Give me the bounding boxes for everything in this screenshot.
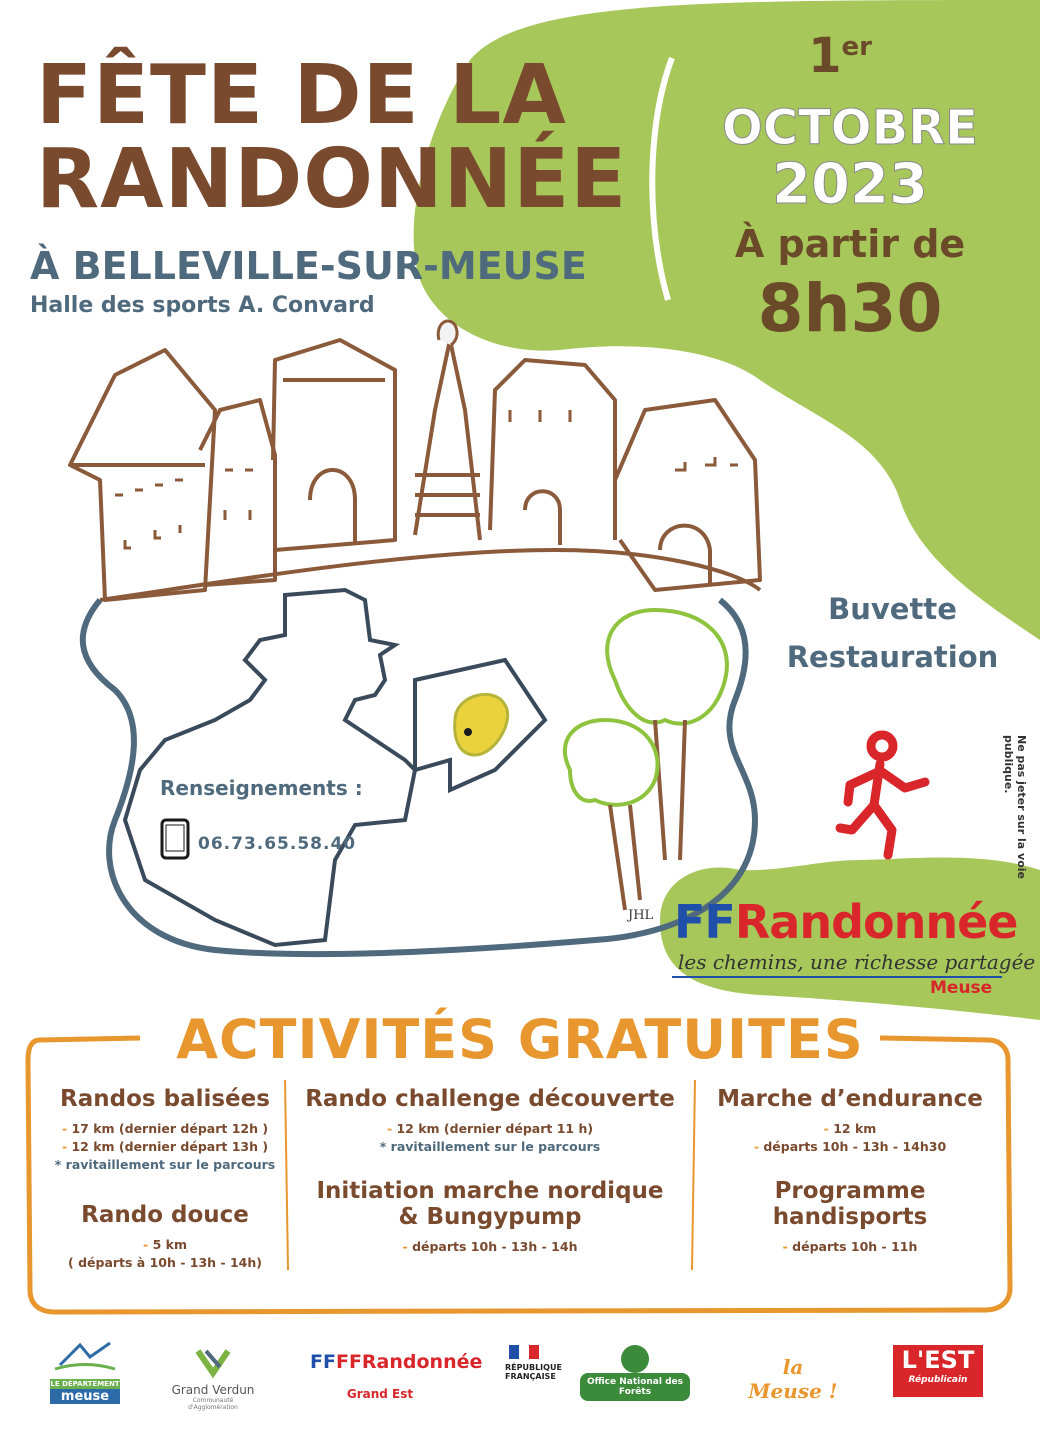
phone-icon — [160, 818, 190, 860]
event-year: 2023 — [772, 152, 928, 217]
sponsor-text: LE DÉPARTEMENT — [50, 1380, 120, 1388]
sponsor-meuse-departement — [50, 1335, 120, 1415]
activity-detail: - 12 km (dernier départ 13h ) — [61, 1139, 269, 1154]
sponsor-text: RÉPUBLIQUE — [505, 1363, 562, 1372]
ffr-region: Meuse — [930, 978, 993, 998]
activity-detail: - 5 km — [143, 1237, 187, 1252]
sponsor-text: Républicain — [908, 1375, 968, 1385]
activity-detail: - départs 10h - 13h - 14h — [402, 1239, 578, 1254]
sponsor-text: Office National des Forêts — [580, 1373, 690, 1401]
event-town: À BELLEVILLE-SUR-MEUSE — [30, 244, 587, 288]
event-start-time: 8h30 — [757, 270, 943, 347]
event-from-label: À partir de — [734, 222, 966, 266]
poster-title-line1: FÊTE DE LA — [36, 48, 567, 143]
tree-2 — [565, 720, 658, 805]
tree-1 — [607, 610, 727, 724]
activity-detail: - 12 km (dernier départ 11 h) — [386, 1121, 594, 1136]
sponsor-la-meuse — [748, 1335, 838, 1415]
amenities — [770, 585, 1015, 681]
ffr-slogan: les chemins, une richesse partagée — [678, 950, 1036, 974]
sponsor-text: L'EST — [901, 1346, 975, 1374]
activity-title: Randos balisées — [60, 1086, 270, 1112]
activity-title: Initiation marche nordique & Bungypump — [316, 1178, 664, 1230]
activity-detail: - départs 10h - 13h - 14h30 — [753, 1139, 947, 1154]
sponsor-text: la Meuse ! — [748, 1355, 838, 1403]
activity-title: Marche d’endurance — [717, 1086, 983, 1112]
poster-title-line2: RANDONNÉE — [36, 132, 628, 227]
artist-signature: JHL — [628, 908, 654, 923]
event-venue: Halle des sports A. Convard — [30, 293, 375, 318]
grand-verdun-logo — [168, 1345, 258, 1379]
contact-phone: 06.73.65.58.40 — [198, 834, 357, 854]
amenity-restauration: Restauration — [786, 640, 999, 674]
activity-title: Programme handisports — [772, 1178, 928, 1230]
legal-note: Ne pas jeter sur la voie publique. — [1002, 735, 1028, 879]
activity-note: * ravitaillement sur le parcours — [54, 1157, 276, 1172]
hiker-silhouette — [125, 590, 415, 945]
activity-title: Rando challenge découverte — [305, 1086, 675, 1112]
sponsor-text: FRANÇAISE — [505, 1372, 556, 1381]
activity-detail: ( départs à 10h - 13h - 14h) — [68, 1255, 262, 1270]
activity-detail: - 17 km (dernier départ 12h ) — [61, 1121, 269, 1136]
onf-tree-icon — [621, 1345, 649, 1373]
sponsor-text: meuse — [50, 1389, 120, 1404]
sponsor-text: Grand Est — [346, 1387, 414, 1401]
activities-column-2 — [292, 1086, 688, 1256]
illustration-village-hiker — [55, 300, 775, 980]
activities-title: ACTIVITÉS GRATUITES — [176, 1008, 864, 1071]
sponsor-onf — [580, 1335, 690, 1415]
sponsor-lest-republicain — [893, 1335, 983, 1415]
activity-detail: - 12 km — [823, 1121, 877, 1136]
event-day-suffix: er — [841, 32, 872, 62]
activity-title: Rando douce — [81, 1202, 249, 1228]
sponsor-text: Grand Verdun — [171, 1383, 255, 1397]
activity-detail: - départs 10h - 11h — [782, 1239, 918, 1254]
ffr-logo-randonnee: Randonnée — [734, 895, 1018, 949]
sponsor-republique-francaise — [505, 1335, 575, 1415]
ffr-hiker-icon — [830, 730, 940, 860]
amenity-buvette: Buvette — [828, 592, 957, 626]
activities-column-1 — [40, 1086, 290, 1272]
sponsor-ffrandonnee-grand-est — [310, 1335, 483, 1415]
sponsor-text: FFFFRandonnée — [310, 1351, 483, 1373]
contact-label: Renseignements : — [160, 776, 363, 800]
meuse-departement-logo — [50, 1335, 120, 1375]
sponsor-grand-verdun — [168, 1335, 258, 1415]
event-day-number: 1 — [808, 28, 842, 84]
event-month: OCTOBRE — [722, 100, 978, 156]
french-flag-icon — [509, 1345, 539, 1359]
event-day — [790, 28, 890, 84]
activity-note: * ravitaillement sur le parcours — [379, 1139, 601, 1154]
activities-column-3 — [700, 1086, 1000, 1256]
ffr-logo-name — [674, 895, 1018, 949]
lest-logo — [893, 1345, 983, 1397]
ffr-logo-ff: FF — [674, 895, 735, 949]
sponsor-text: Communauté d'Agglomération — [188, 1397, 238, 1411]
